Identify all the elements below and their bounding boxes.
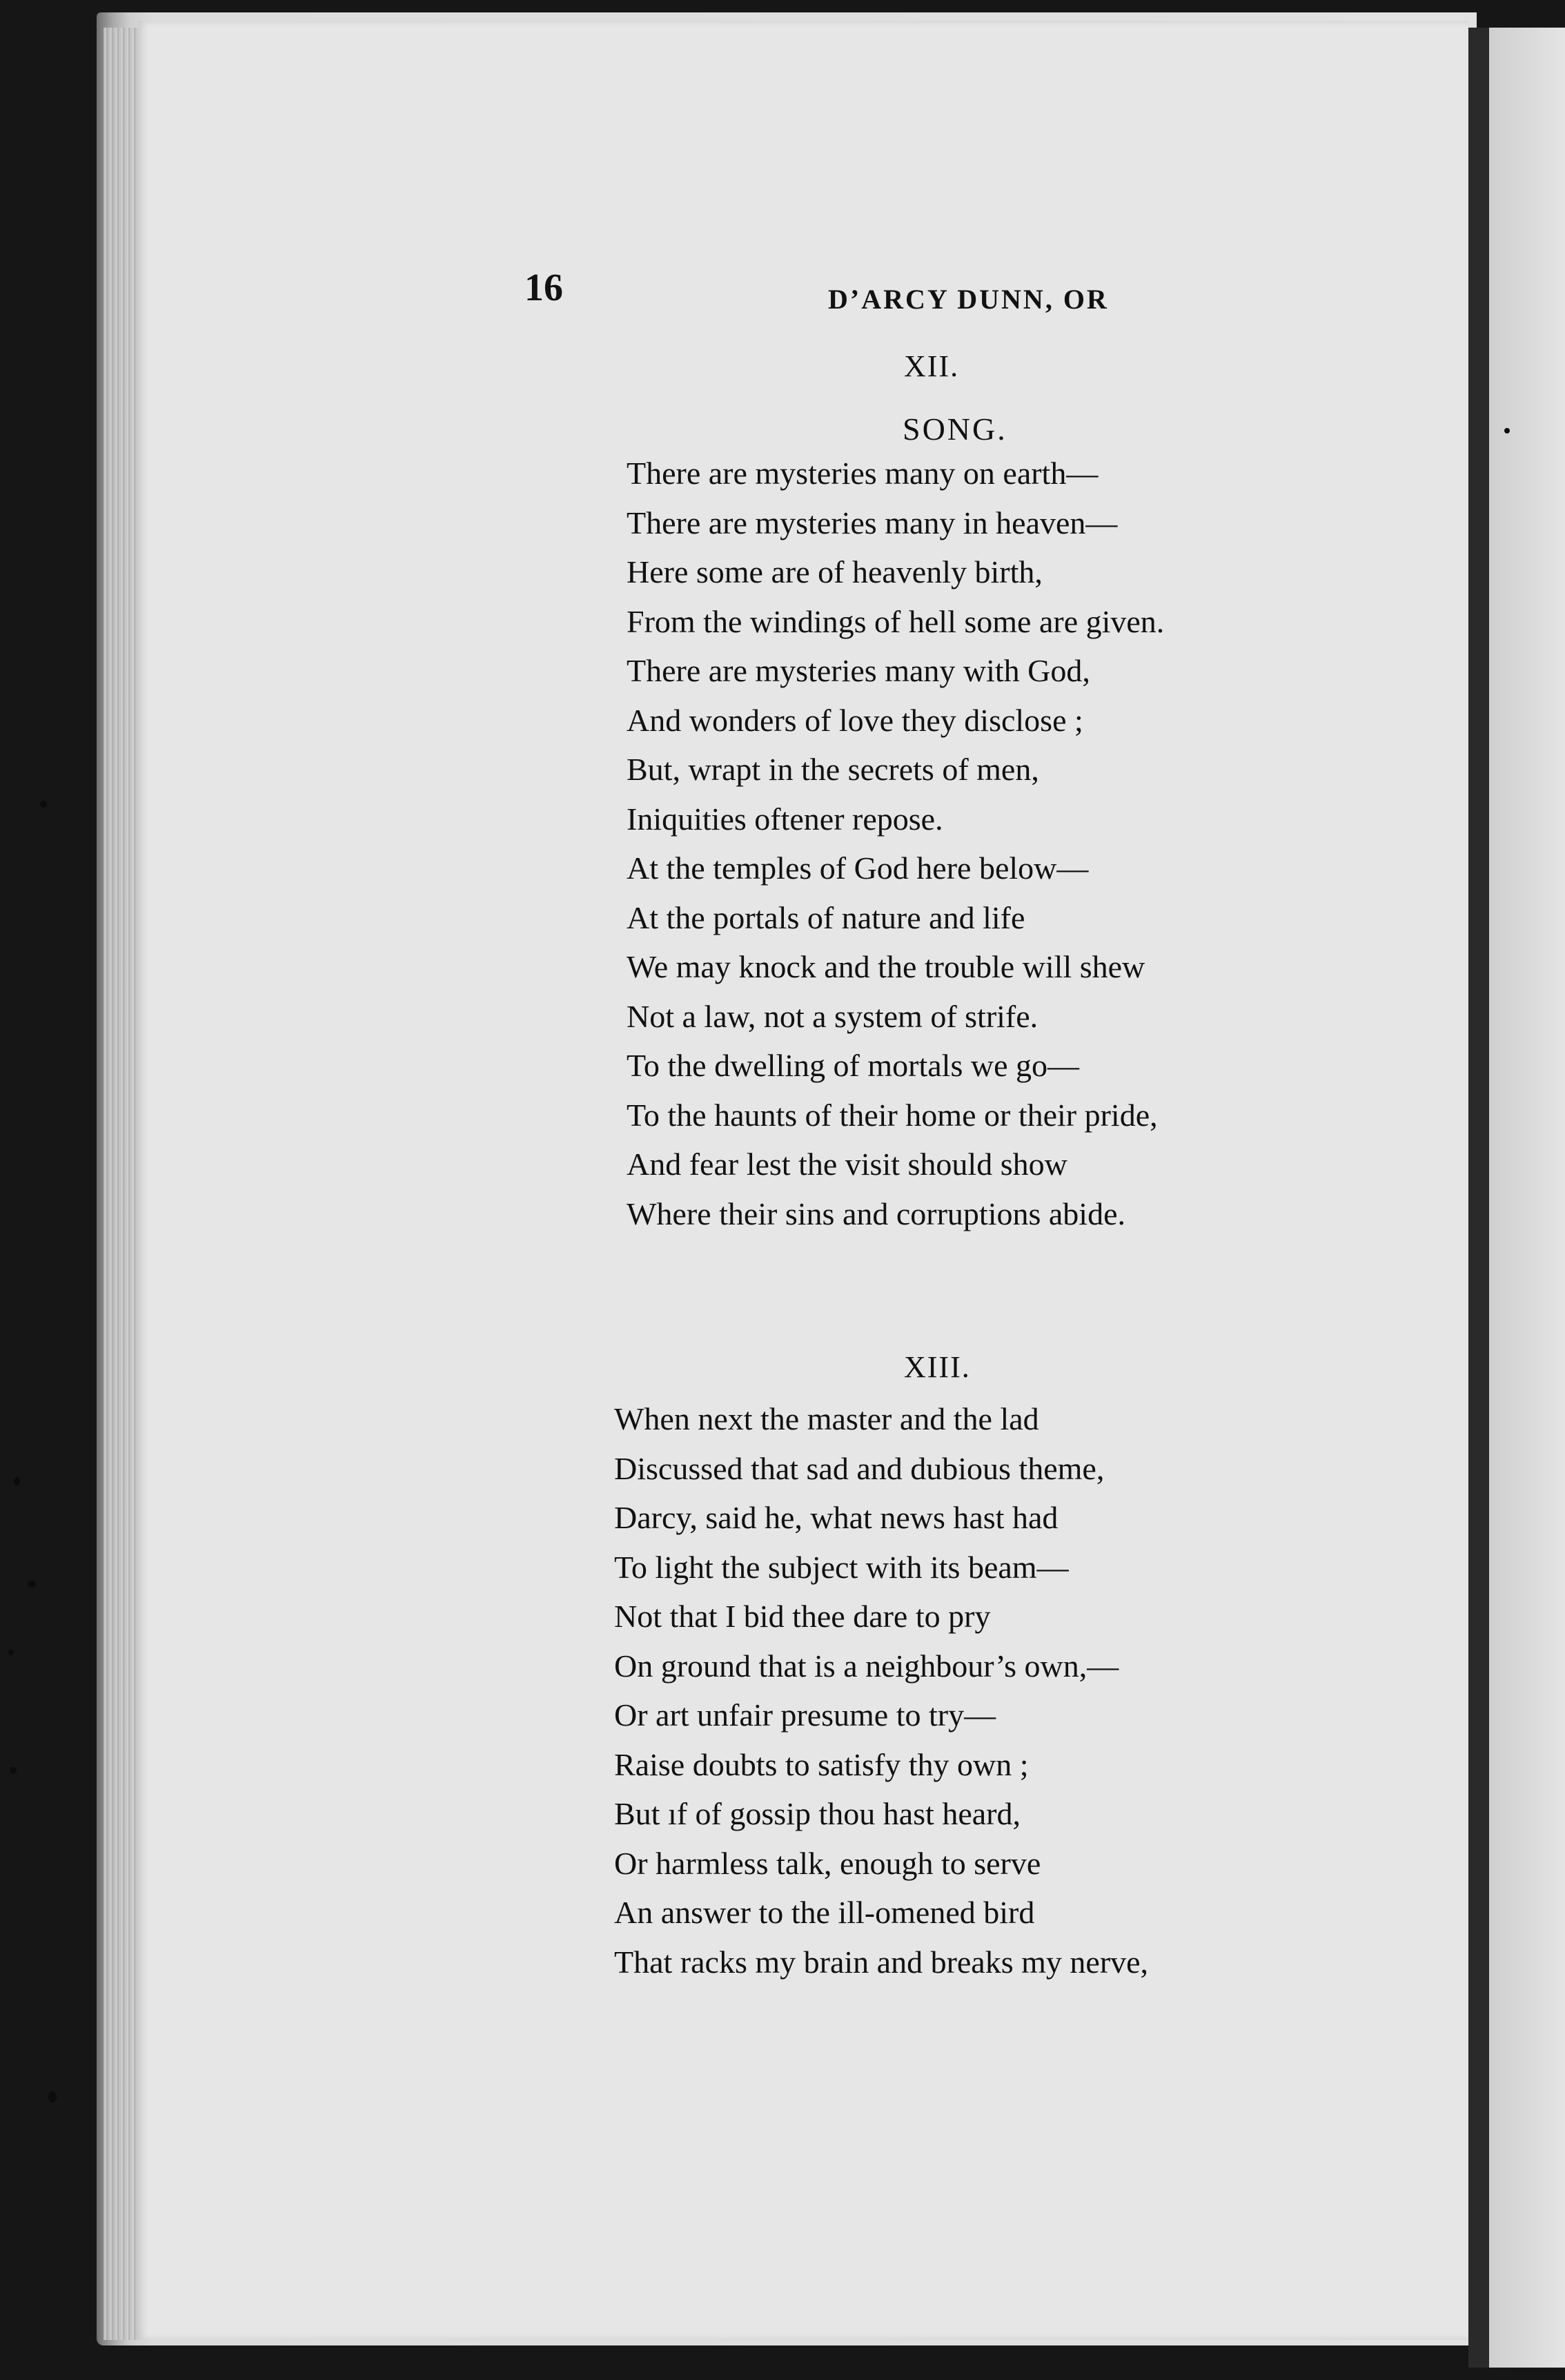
section-number-xiii: XIII. [904,1350,971,1384]
verse-line: And fear lest the visit should show [627,1147,1067,1182]
verse-line: Darcy, said he, what news hast had [614,1500,1059,1535]
narrative-stanza [614,1394,1148,1987]
verse-line: From the windings of hell some are given. [627,603,1165,639]
verse-line: Where their sins and corruptions abide. [627,1196,1125,1231]
running-title: D’ARCY DUNN, OR [828,284,1109,315]
verse-line: At the portals of nature and life [627,899,1025,935]
verse-line: Or art unfair presume to try— [614,1697,996,1733]
facing-page-edge [1489,28,1565,2368]
verse-line: But ıf of gossip thou hast heard, [614,1796,1021,1831]
show-through-text [883,359,890,408]
verse-line: Discussed that sad and dubious theme, [614,1450,1105,1486]
verse-line: To light the subject with its beam— [614,1549,1069,1585]
verse-line: There are mysteries many on earth— [627,456,1099,491]
verse-line: On ground that is a neighbour’s own,— [614,1648,1119,1684]
verse-line: When next the master and the lad [614,1401,1039,1436]
section-number-xii: XII. [904,349,960,383]
verse-line: There are mysteries many with God, [627,653,1090,688]
song-stanza [627,449,1164,1238]
verse-line: At the temples of God here below— [627,850,1089,886]
verse-line: Iniquities oftener repose. [627,801,943,837]
verse-line: Not a law, not a system of strife. [627,998,1039,1034]
verse-line: We may knock and the trouble will shew [627,949,1145,984]
verse-line: Here some are of heavenly birth, [627,554,1043,589]
verse-line: To the haunts of their home or their pride, [627,1097,1158,1133]
verse-line: Not that I bid thee dare to pry [614,1599,991,1634]
verse-line: Raise doubts to satisfy thy own ; [614,1746,1029,1782]
verse-line: An answer to the ill-omened bird [614,1895,1035,1930]
verse-line: And wonders of love they disclose ; [627,702,1083,738]
song-heading: SONG. [903,411,1007,447]
book-gutter [1468,28,1489,2368]
verse-line: Or harmless talk, enough to serve [614,1845,1041,1881]
verse-line: There are mysteries many in heaven— [627,505,1118,540]
page-number: 16 [524,266,563,309]
verse-line: To the dwelling of mortals we go— [627,1048,1079,1083]
verse-line: But, wrapt in the secrets of men, [627,752,1039,787]
verse-line: That racks my brain and breaks my nerve, [614,1944,1149,1980]
